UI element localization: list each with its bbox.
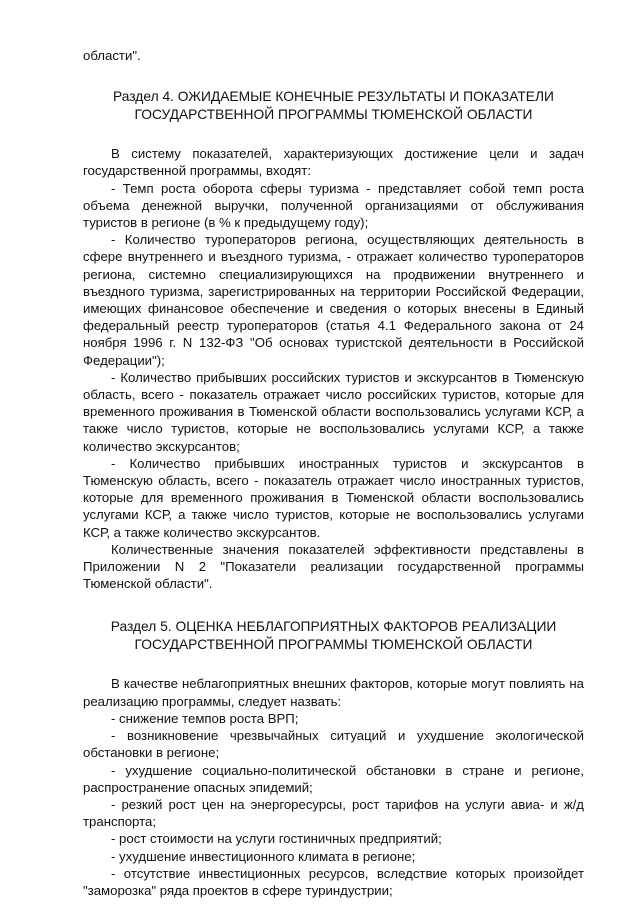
- list-item: - резкий рост цен на энергоресурсы, рост тарифов на услуги авиа- и ж/д транспорта;: [83, 796, 584, 830]
- section-5: [83, 618, 584, 899]
- list-item: - снижение темпов роста ВРП;: [111, 710, 299, 726]
- list-item: - рост стоимости на услуги гостиничных предприятий;: [111, 831, 442, 847]
- paragraph: В качестве неблагоприятных внешних факторов, которые могут повлиять на реализацию программы, следует назвать:: [83, 676, 584, 709]
- list-item: - отсутствие инвестиционных ресурсов, вследствие которых произойдет "заморозка" ряда проектов в сфере туриндустрии;: [83, 865, 584, 898]
- section-5-heading: Раздел 5. ОЦЕНКА НЕБЛАГОПРИЯТНЫХ ФАКТОРОВ РЕАЛИЗАЦИИ ГОСУДАРСТВЕННОЙ ПРОГРАММЫ ТЮМЕНСКОЙ ОБЛАСТИ: [110, 619, 557, 652]
- list-item: - ухудшение инвестиционного климата в регионе;: [111, 848, 416, 864]
- section-4-heading: Раздел 4. ОЖИДАЕМЫЕ КОНЕЧНЫЕ РЕЗУЛЬТАТЫ И ПОКАЗАТЕЛИ ГОСУДАРСТВЕННОЙ ПРОГРАММЫ ТЮМЕНСКОЙ ОБЛАСТИ: [113, 89, 554, 122]
- paragraph: Количественные значения показателей эффективности представлены в Приложении N 2 "Показатели реализации государственной программы Тюменской области".: [83, 541, 584, 592]
- paragraph: - Количество туроператоров региона, осуществляющих деятельность в сфере внутреннего и въездного туризма, - отражает количество туроператоров региона, системно специализирующихся на продвижении внутреннего и въездного туризма, зарегистрированных на территории Российской Федерации, имеющих финансовое обеспечение и сведения о которых внесены в Единый федеральный реестр туроператоров (статья 4.1 Федерального закона от 24 ноября 1996 г. N 132-ФЗ "Об основах туристской деятельности в Российской Федерации");: [83, 232, 584, 368]
- top-fragment: области".: [83, 48, 141, 63]
- paragraph: - Количество прибывших иностранных туристов и экскурсантов в Тюменскую область, всего - показатель отражает число иностранных туристов, которые для временного проживания в Тюменской области воспользовались услугами КСР, а также число туристов, которые не воспользовались услугами КСР, а также количество экскурсантов.: [83, 455, 584, 540]
- paragraph: - Количество прибывших российских туристов и экскурсантов в Тюменскую область, всего - показатель отражает число российских туристов, которые для временного проживания в Тюменской области воспользовались услугами КСР, а также число туристов, которые не воспользовались услугами КСР, а также количество экскурсантов;: [83, 369, 584, 454]
- paragraph: В систему показателей, характеризующих достижение цели и задач государственной программы, входят:: [83, 146, 584, 179]
- paragraph: - Темп роста оборота сферы туризма - представляет собой темп роста объема денежной выручки, полученной организациями от обслуживания туристов в регионе (в % к предыдущему году);: [83, 180, 584, 231]
- list-item: - ухудшение социально-политической обстановки в стране и регионе, распространение опасных эпидемий;: [83, 762, 584, 795]
- section-4: [83, 88, 584, 592]
- list-item: - возникновение чрезвычайных ситуаций и ухудшение экологической обстановки в регионе;: [83, 728, 584, 761]
